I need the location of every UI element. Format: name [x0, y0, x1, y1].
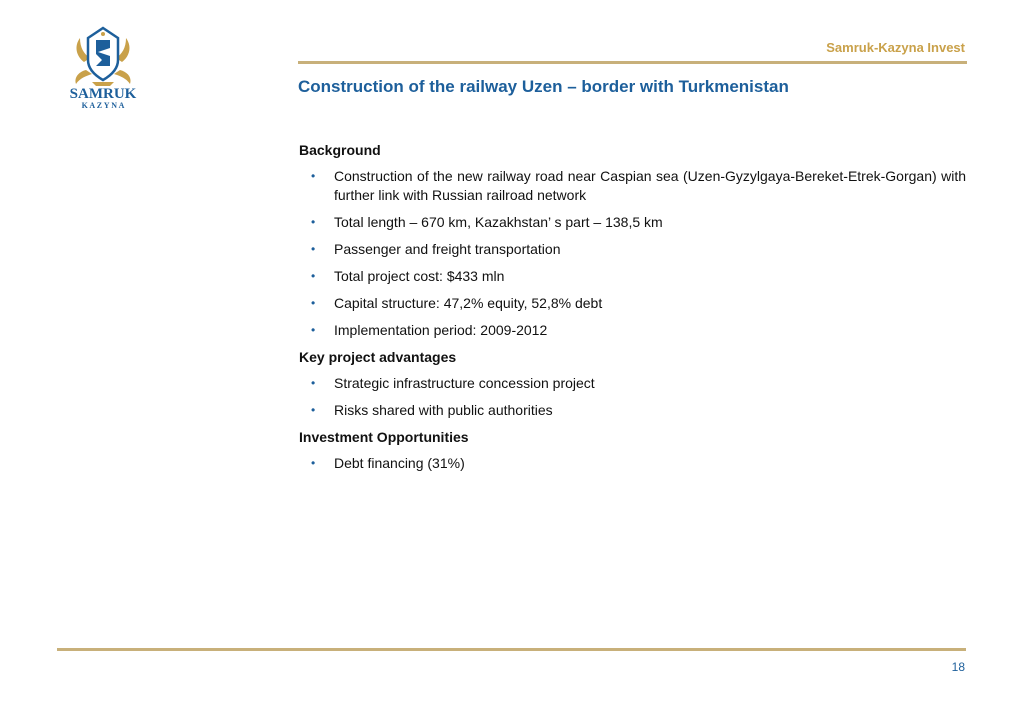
list-item: [299, 454, 966, 473]
list-item: [299, 321, 966, 340]
list-item-text: Total project cost: $433 mln: [334, 268, 505, 284]
bullet-icon: •: [311, 376, 316, 390]
page-number: 18: [951, 660, 965, 674]
section-investment: [299, 428, 966, 473]
page-title: Construction of the railway Uzen – border with Turkmenistan: [298, 77, 789, 96]
list-item: [299, 167, 966, 205]
list-item-text: Risks shared with public authorities: [334, 402, 553, 418]
list-item: [299, 240, 966, 259]
list-item-text: Passenger and freight transportation: [334, 241, 561, 257]
list-item: [299, 294, 966, 313]
footer-divider: [57, 648, 966, 651]
company-name: Samruk-Kazyna Invest: [826, 40, 965, 55]
header-divider: [298, 61, 967, 64]
list-item-text: Implementation period: 2009-2012: [334, 322, 548, 338]
bullet-list: [299, 374, 966, 420]
bullet-icon: •: [311, 296, 316, 310]
bullet-list: [299, 167, 966, 340]
logo-emblem-icon: [62, 22, 144, 110]
bullet-icon: •: [311, 242, 316, 256]
bullet-icon: •: [311, 215, 316, 229]
list-item: [299, 213, 966, 232]
list-item-text: Capital structure: 47,2% equity, 52,8% debt: [334, 295, 603, 311]
logo-line1: SAMRUK: [69, 86, 137, 102]
section-advantages: [299, 348, 966, 420]
list-item-text: Total length – 670 km, Kazakhstan’ s part – 138,5 km: [334, 214, 663, 230]
bullet-list: [299, 454, 966, 473]
bullet-icon: •: [311, 269, 316, 283]
logo-line2: K A Z Y N A: [81, 101, 125, 110]
bullet-icon: •: [311, 403, 316, 417]
section-background: [299, 141, 966, 340]
list-item: [299, 374, 966, 393]
bullet-icon: •: [311, 323, 316, 337]
bullet-icon: •: [311, 456, 316, 470]
list-item-text: Strategic infrastructure concession project: [334, 375, 595, 391]
list-item: [299, 401, 966, 420]
section-heading: Investment Opportunities: [299, 429, 469, 445]
samruk-kazyna-logo: [62, 22, 144, 110]
list-item: [299, 267, 966, 286]
list-item-text: Construction of the new railway road near Caspian sea (Uzen-Gyzylgaya-Bereket-Etrek-Gorgan) with further link with Russian railroad network: [334, 168, 966, 203]
section-heading: Background: [299, 142, 381, 158]
list-item-text: Debt financing (31%): [334, 455, 465, 471]
slide-content: [299, 141, 966, 481]
bullet-icon: •: [311, 169, 316, 183]
section-heading: Key project advantages: [299, 349, 457, 365]
